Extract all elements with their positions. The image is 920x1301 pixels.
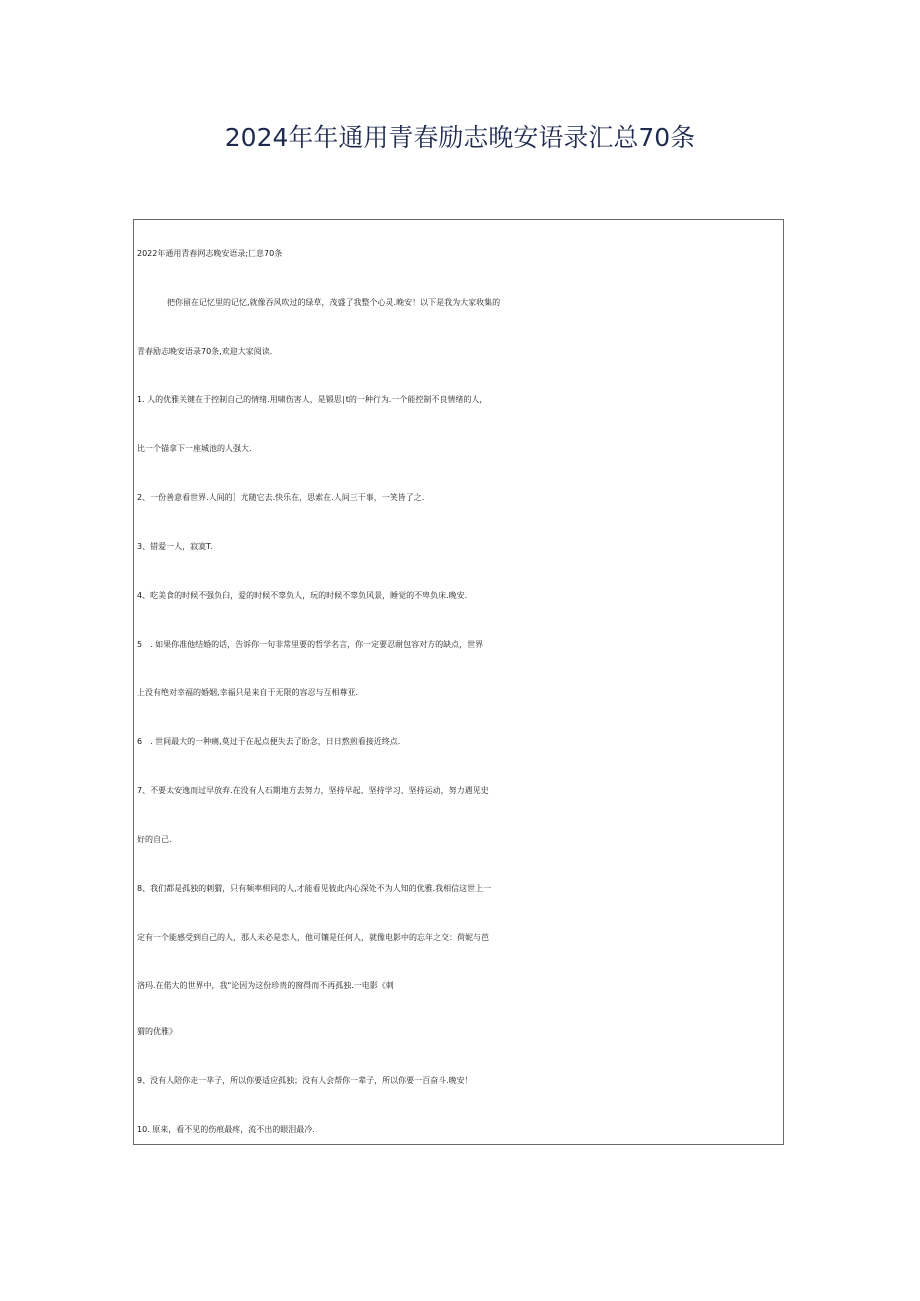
content-line: 2022年通用青春网志晚安语录;匚息70条	[137, 249, 283, 258]
content-line: 8、我们都是孤独的刺猬，只有频率相同的人,才能看见彼此内心深处不为人知的优雅.我相信这世上一	[137, 884, 492, 893]
content-line: 4、吃美食的时候不强负臼，爱的时候不辜负人，玩的时候不辜负风景，睡觉的不卑负床.晚安.	[137, 591, 468, 600]
content-line: 6 . 世间最大的一种痛,莫过于在起点便失去了盼念，日日熬煎看接近终点.	[137, 737, 401, 746]
content-line: 5 . 如果你准他结婚的话，告诉你一句非常里要的哲学名言，你一定要忍耐包容对方的缺点，世界	[137, 640, 484, 649]
content-line: 上没有绝对幸福的婚姻,幸福只是来自于无限的容忍与互相尊亚.	[137, 688, 359, 697]
content-line: 定有一个能感受到自己的人，那人未必是恋人，他可镶是任何人，就像电影中的忘年之交：荷妮与芭	[137, 933, 489, 942]
content-box	[133, 219, 784, 1145]
content-line: 9、没有人陪你走一芈子，所以你要适应孤独；没有人会帮你一辈子，所以你要一百奋斗.晚安！	[137, 1076, 473, 1085]
content-line: 好的自己.	[137, 835, 172, 844]
document-title: 2024年年通用青春励志晚安语录汇总70条	[224, 123, 696, 152]
content-line: 2、一份善意看世界.人间的］尤随它去.快乐在，思索在.人间三干事，一笑皆了之.	[137, 493, 425, 502]
content-line: 青春励志晚安语录70条,欢迎大家阅读.	[137, 347, 273, 356]
content-line: 把你留在记忆里的记忆,就像吞风吹过的绿草，茂盛了我整个心灵.晚安！以下是我为大家收集的	[167, 298, 501, 307]
content-line: 比一个锚拿下一座城池的人强大.	[137, 444, 252, 453]
content-line: 洛玛.在偌大的世界中，我"论因为这份珍贵的窗得而不再孤独.一电影《刺	[137, 981, 394, 990]
content-line: 1. 人的优雅关键在于控制自己的情绪.用啸伤害人，是锻思∣t的一种行为.一个能控制不良情绪的人，	[137, 395, 488, 404]
content-line: 7、不要太安逸而过早放弃.在没有人石期地方去努力，坚持早起、坚持学习、坚持运动，努力遇见史	[137, 786, 489, 795]
content-line: 10. 原来，看不见的伤痕最疼，流不出的眼泪最冷.	[137, 1125, 315, 1134]
content-line: 猬的优雅》	[137, 1027, 177, 1036]
content-line: 3、错爱一人，寂寞T.	[137, 542, 213, 551]
